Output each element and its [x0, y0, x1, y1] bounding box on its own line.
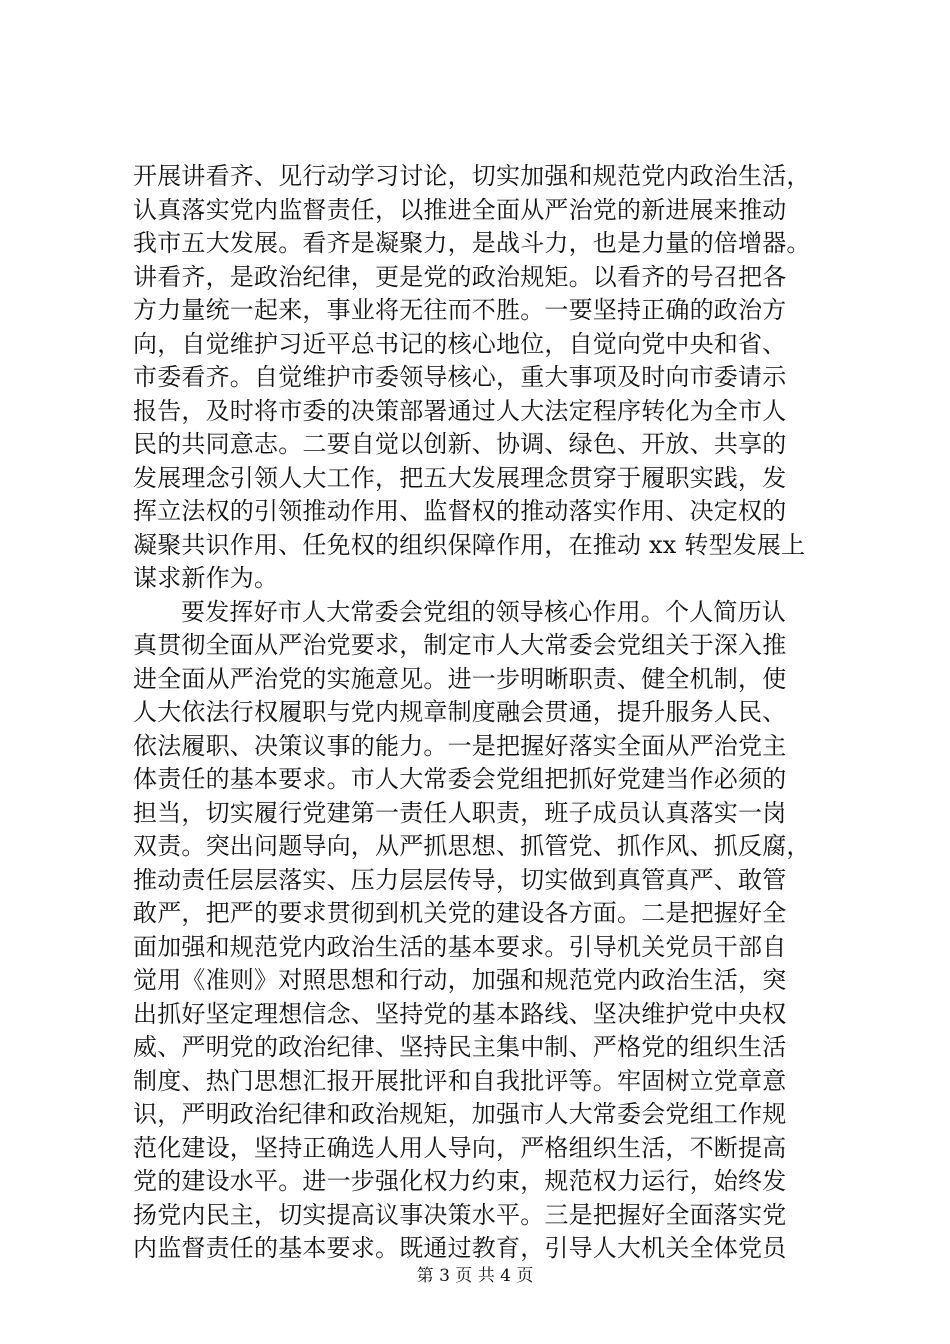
text-line: 认真落实党内监督责任，以推进全面从严治党的新进展来推动 — [133, 195, 787, 224]
text-line: 出抓好坚定理想信念、坚持党的基本路线、坚决维护党中央权 — [133, 999, 787, 1028]
text-line: 民的共同意志。二要自觉以创新、协调、绿色、开放、共享的 — [133, 430, 787, 458]
text-line: 挥立法权的引领推动作用、监督权的推动落实作用、决定权的 — [133, 497, 787, 525]
text-line: 市委看齐。自觉维护市委领导核心，重大事项及时向市委请示 — [133, 363, 787, 391]
text-line: 推动责任层层落实、压力层层传导，切实做到真管真严、敢管 — [133, 865, 787, 894]
text-line: 觉用《准则》对照思想和行动，加强和规范党内政治生活，突 — [133, 966, 787, 994]
text-line: 制度、热门思想汇报开展批评和自我批评等。牢固树立党章意 — [133, 1066, 787, 1095]
text-line: 谋求新作为。 — [133, 564, 279, 592]
text-line: 要发挥好市人大常委会党组的领导核心作用。个人简历认 — [181, 597, 786, 626]
paragraph-2 — [133, 596, 833, 1266]
text-line: 体责任的基本要求。市人大常委会党组把抓好党建当作必须的 — [133, 765, 787, 793]
text-line: 威、严明党的政治纪律、坚持民主集中制、严格党的组织生活 — [133, 1033, 787, 1061]
text-line: 真贯彻全面从严治党要求，制定市人大常委会党组关于深入推 — [133, 631, 787, 659]
text-line: 党的建设水平。进一步强化权力约束，规范权力运行，始终发 — [133, 1167, 787, 1195]
text-line: 双责。突出问题导向，从严抓思想、抓管党、抓作风、抓反腐， — [133, 832, 811, 860]
text-line: 范化建设，坚持正确选人用人导向，严格组织生活，不断提高 — [133, 1133, 787, 1162]
text-line: 讲看齐，是政治纪律，更是党的政治规矩。以看齐的号召把各 — [133, 262, 787, 291]
text-line: 凝聚共识作用、任免权的组织保障作用，在推动 xx 转型发展上 — [133, 530, 806, 559]
text-line: 内监督责任的基本要求。既通过教育，引导人大机关全体党员 — [133, 1234, 787, 1262]
text-line: 人大依法行权履职与党内规章制度融会贯通，提升服务人民、 — [133, 698, 787, 726]
text-line: 担当，切实履行党建第一责任人职责，班子成员认真落实一岗 — [133, 798, 787, 827]
paragraph-1 — [133, 160, 833, 596]
text-line: 发展理念引领人大工作，把五大发展理念贯穿于履职实践，发 — [133, 463, 787, 492]
page-number: 第 3 页 共 4 页 — [416, 1266, 534, 1286]
text-line: 方力量统一起来，事业将无往而不胜。一要坚持正确的政治方 — [133, 296, 787, 324]
text-line: 面加强和规范党内政治生活的基本要求。引导机关党员干部自 — [133, 932, 787, 961]
text-line: 依法履职、决策议事的能力。一是把握好落实全面从严治党主 — [133, 731, 787, 760]
text-line: 进全面从严治党的实施意见。进一步明晰职责、健全机制，使 — [133, 664, 787, 693]
text-line: 敢严，把严的要求贯彻到机关党的建设各方面。二是把握好全 — [133, 899, 787, 927]
text-line: 开展讲看齐、见行动学习讨论，切实加强和规范党内政治生活， — [133, 162, 811, 190]
text-line: 报告，及时将市委的决策部署通过人大法定程序转化为全市人 — [133, 396, 787, 425]
text-line: 我市五大发展。看齐是凝聚力，是战斗力，也是力量的倍增器。 — [133, 229, 811, 257]
document-body — [133, 160, 833, 1266]
text-line: 识，严明政治纪律和政治规矩，加强市人大常委会党组工作规 — [133, 1100, 787, 1128]
page-footer — [0, 1266, 950, 1286]
text-line: 向，自觉维护习近平总书记的核心地位，自觉向党中央和省、 — [133, 329, 787, 358]
text-line: 扬党内民主，切实提高议事决策水平。三是把握好全面落实党 — [133, 1200, 787, 1229]
